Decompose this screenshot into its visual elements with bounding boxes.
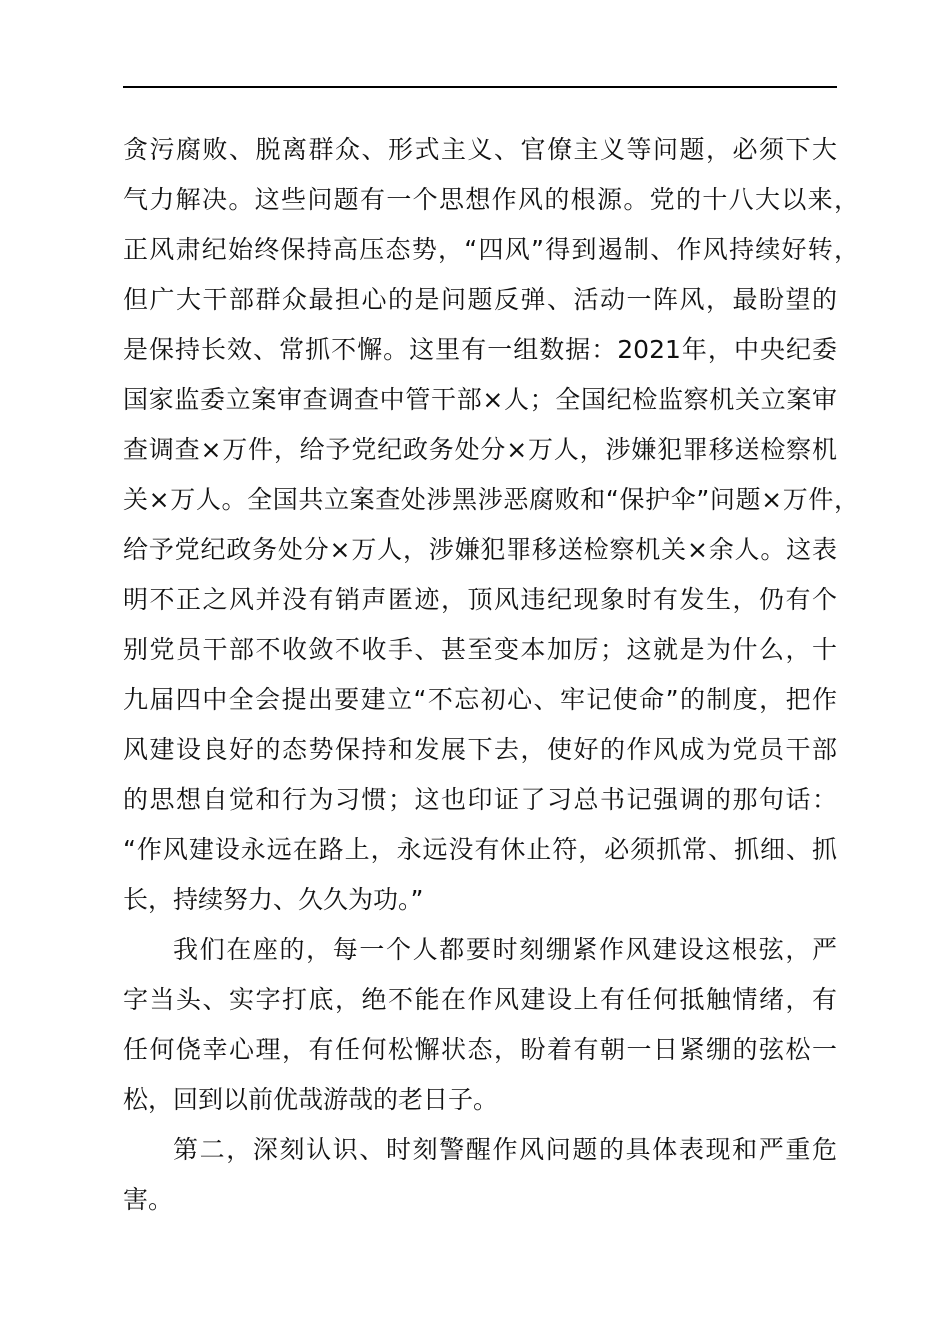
text-line: 别党员干部不收敛不收手、甚至变本加厉；这就是为什么，十 [123,635,837,664]
text-line: 任何侥幸心理，有任何松懈状态，盼着有朝一日紧绷的弦松一 [123,1035,837,1064]
paragraph-2 [123,925,837,1125]
text-line: 国家监委立案审查调查中管干部×人；全国纪检监察机关立案审 [123,385,837,414]
text-line: 字当头、实字打底，绝不能在作风建设上有任何抵触情绪，有 [123,985,837,1014]
text-line: 贪污腐败、脱离群众、形式主义、官僚主义等问题，必须下大 [123,135,837,164]
text-line: 害。 [123,1185,174,1214]
text-line: 查调查×万件，给予党纪政务处分×万人，涉嫌犯罪移送检察机 [123,435,837,464]
document-body [123,125,859,1225]
text-line: 是保持长效、常抓不懈。这里有一组数据：2021年，中央纪委 [123,335,837,364]
text-line: 九届四中全会提出要建立“不忘初心、牢记使命”的制度，把作 [123,685,837,714]
text-line: 气力解决。这些问题有一个思想作风的根源。党的十八大以来， [123,185,859,214]
text-line: 松，回到以前优哉游哉的老日子。 [123,1085,499,1114]
paragraph-1 [123,125,859,925]
text-line: 给予党纪政务处分×万人，涉嫌犯罪移送检察机关×余人。这表 [123,535,837,564]
text-line: 但广大干部群众最担心的是问题反弹、活动一阵风，最盼望的 [123,285,837,314]
paragraph-3 [123,1125,837,1225]
text-line: 的思想自觉和行为习惯；这也印证了习总书记强调的那句话： [123,785,837,814]
text-line: 长，持续努力、久久为功。” [123,885,424,914]
text-line: 正风肃纪始终保持高压态势，“四风”得到遏制、作风持续好转， [123,235,859,264]
text-line: 关×万人。全国共立案查处涉黑涉恶腐败和“保护伞”问题×万件， [123,485,859,514]
header-rule [123,86,837,88]
text-line: 风建设良好的态势保持和发展下去，使好的作风成为党员干部 [123,735,837,764]
text-line: 第二，深刻认识、时刻警醒作风问题的具体表现和严重危 [173,1135,837,1164]
text-line: “作风建设永远在路上，永远没有休止符，必须抓常、抓细、抓 [123,835,837,864]
text-line: 明不正之风并没有销声匿迹，顶风违纪现象时有发生，仍有个 [123,585,837,614]
text-line: 我们在座的，每一个人都要时刻绷紧作风建设这根弦，严 [173,935,837,964]
